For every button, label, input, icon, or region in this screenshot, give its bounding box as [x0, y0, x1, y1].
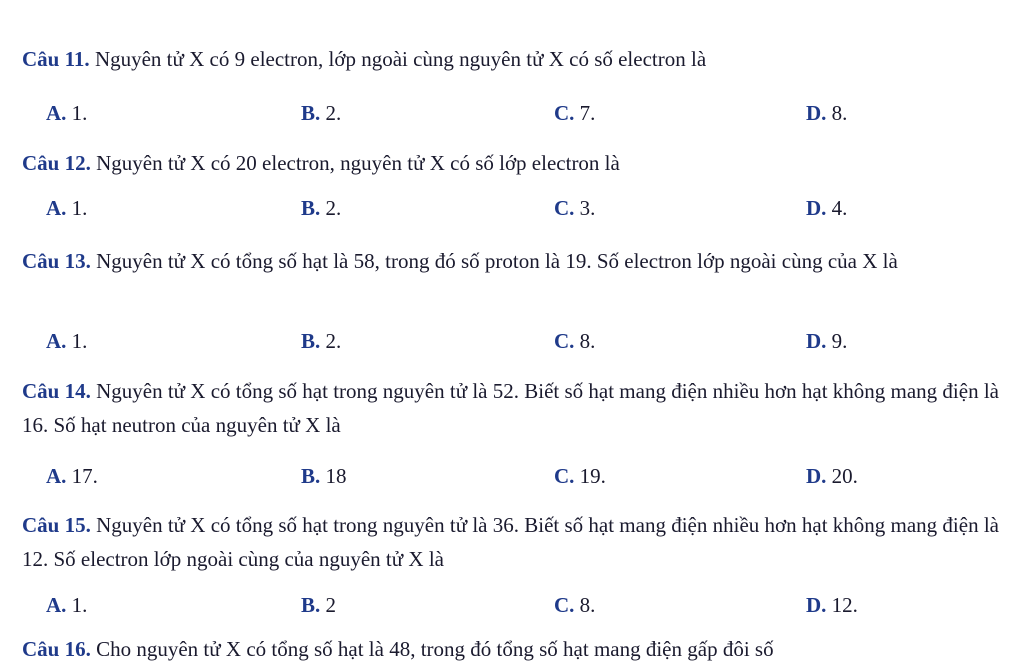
question-stem [22, 146, 1002, 180]
question-text: Nguyên tử X có tổng số hạt là 58, trong đó số proton là 19. Số electron lớp ngoài cùng của X là [96, 249, 898, 273]
question-text: Nguyên tử X có tổng số hạt trong nguyên tử là 36. Biết số hạt mang điện nhiều hơn hạt không mang điện là 12. Số electron lớp ngoài cùng của nguyên tử X là [22, 513, 999, 571]
option-c[interactable]: C. 3. [554, 196, 596, 220]
option-d[interactable]: D. 12. [806, 593, 858, 617]
option-d[interactable]: D. 4. [806, 196, 848, 220]
option-c[interactable]: C. 7. [554, 101, 596, 125]
question-16-cutoff [22, 632, 1002, 666]
question-text: Nguyên tử X có 9 electron, lớp ngoài cùng nguyên tử X có số electron là [94, 47, 707, 71]
option-a[interactable]: A. 1. [46, 101, 88, 125]
question-number: Câu 16. [22, 637, 91, 661]
options-row [0, 96, 1024, 130]
option-b[interactable]: B. 2. [301, 329, 342, 353]
question-number: Câu 15. [22, 513, 91, 537]
question-text: Nguyên tử X có tổng số hạt trong nguyên tử là 52. Biết số hạt mang điện nhiều hơn hạt không mang điện là 16. Số hạt neutron của nguyên tử X là [22, 379, 999, 437]
option-c[interactable]: C. 8. [554, 329, 596, 353]
options-row [0, 588, 1024, 622]
options-row [0, 324, 1024, 358]
question-stem [22, 244, 1002, 278]
question-stem [22, 508, 1002, 576]
question-stem [22, 374, 1002, 442]
option-b[interactable]: B. 18 [301, 464, 347, 488]
option-a[interactable]: A. 17. [46, 464, 98, 488]
question-number: Câu 13. [22, 249, 91, 273]
question-stem [22, 42, 1002, 76]
option-d[interactable]: D. 9. [806, 329, 848, 353]
option-c[interactable]: C. 8. [554, 593, 596, 617]
option-c[interactable]: C. 19. [554, 464, 606, 488]
option-d[interactable]: D. 20. [806, 464, 858, 488]
question-number: Câu 11. [22, 47, 90, 71]
options-row [0, 459, 1024, 493]
question-text: Nguyên tử X có 20 electron, nguyên tử X có số lớp electron là [96, 151, 620, 175]
option-b[interactable]: B. 2. [301, 101, 342, 125]
options-row [0, 191, 1024, 225]
option-a[interactable]: A. 1. [46, 593, 88, 617]
question-number: Câu 14. [22, 379, 91, 403]
option-b[interactable]: B. 2. [301, 196, 342, 220]
option-a[interactable]: A. 1. [46, 329, 88, 353]
question-number: Câu 12. [22, 151, 91, 175]
option-a[interactable]: A. 1. [46, 196, 88, 220]
option-b[interactable]: B. 2 [301, 593, 337, 617]
question-text: Cho nguyên tử X có tổng số hạt là 48, trong đó tổng số hạt mang điện gấp đôi số [96, 637, 774, 661]
option-d[interactable]: D. 8. [806, 101, 848, 125]
